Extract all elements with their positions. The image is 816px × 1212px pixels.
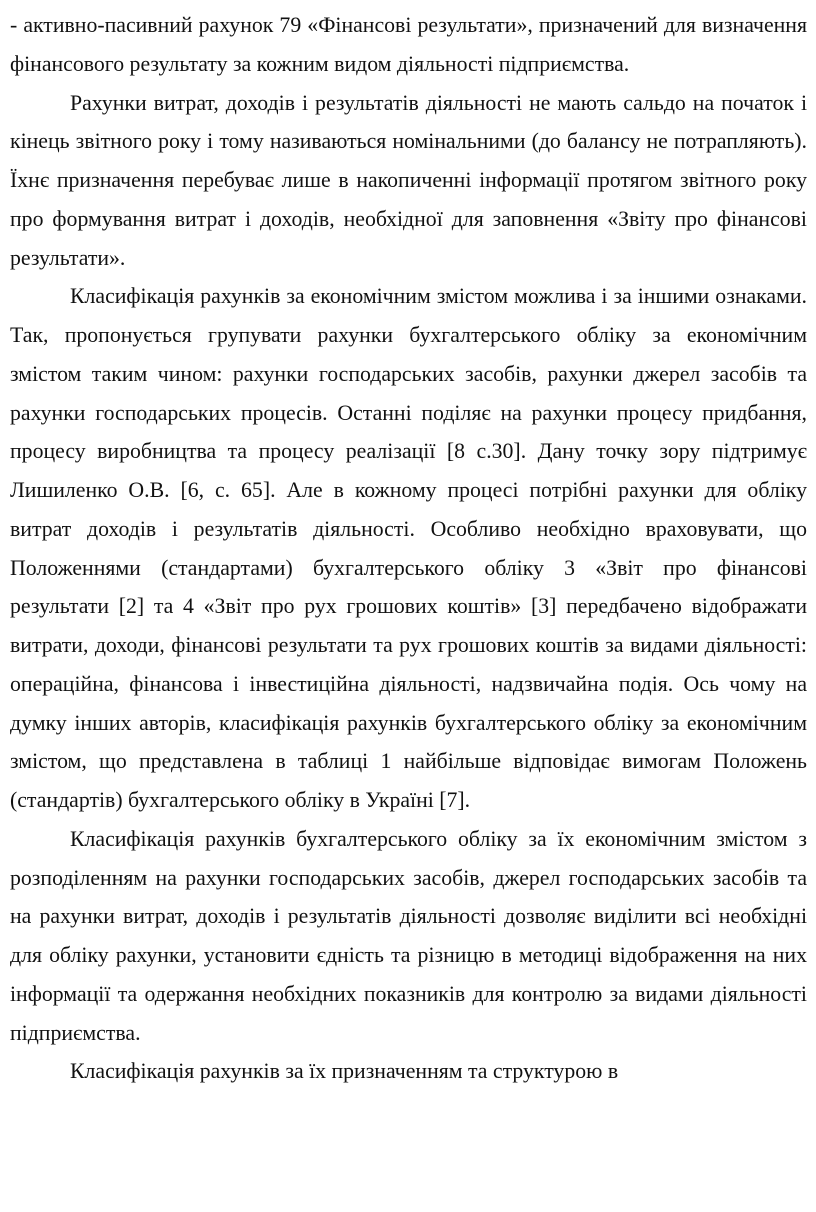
paragraph-account-79: - активно-пасивний рахунок 79 «Фінансові результати», призначений для визначення фінансового результату за кожним видом діяльності підприємства.: [10, 13, 807, 76]
paragraph-nominal-accounts: Рахунки витрат, доходів і результатів діяльності не мають сальдо на початок і кінець звітного року і тому називаються номінальними (до балансу не потрапляють). Їхнє призначення перебуває лише в накопиченні інформації протягом звітного року про формування витрат і доходів, необхідної для заповнення «Звіту про фінансові результати».: [10, 90, 807, 270]
paragraph-classification-benefits: Класифікація рахунків бухгалтерського обліку за їх економічним змістом з розподіленням на рахунки господарських засобів, джерел господарських засобів та на рахунки витрат, доходів і результатів діяльності дозволяє виділити всі необхідні для обліку рахунки, установити єдність та різницю в методиці відображення на них інформації та одержання необхідних показників для контролю за видами діяльності підприємства.: [10, 826, 807, 1045]
paragraph-purpose-structure: Класифікація рахунків за їх призначенням та структурою в: [70, 1059, 619, 1084]
paragraph-economic-classification: Класифікація рахунків за економічним змістом можлива і за іншими ознаками. Так, пропонується групувати рахунки бухгалтерського обліку за економічним змістом таким чином: рахунки господарських засобів, рахунки джерел засобів та рахунки господарських процесів. Останні поділяє на рахунки процесу придбання, процесу виробництва та процесу реалізації [8 с.30]. Дану точку зору підтримує Лишиленко О.В. [6, с. 65]. Але в кожному процесі потрібні рахунки для обліку витрат доходів і результатів діяльності. Особливо необхідно враховувати, що Положеннями (стандартами) бухгалтерського обліку 3 «Звіт про фінансові результати [2] та 4 «Звіт про рух грошових коштів» [3] передбачено відображати витрати, доходи, фінансові результати та рух грошових коштів за видами діяльності: операційна, фінансова і інвестиційна діяльності, надзвичайна подія. Ось чому на думку інших авторів, класифікація рахунків бухгалтерського обліку за економічним змістом, що представлена в таблиці 1 найбільше відповідає вимогам Положень (стандартів) бухгалтерського обліку в Україні [7].: [10, 284, 807, 812]
